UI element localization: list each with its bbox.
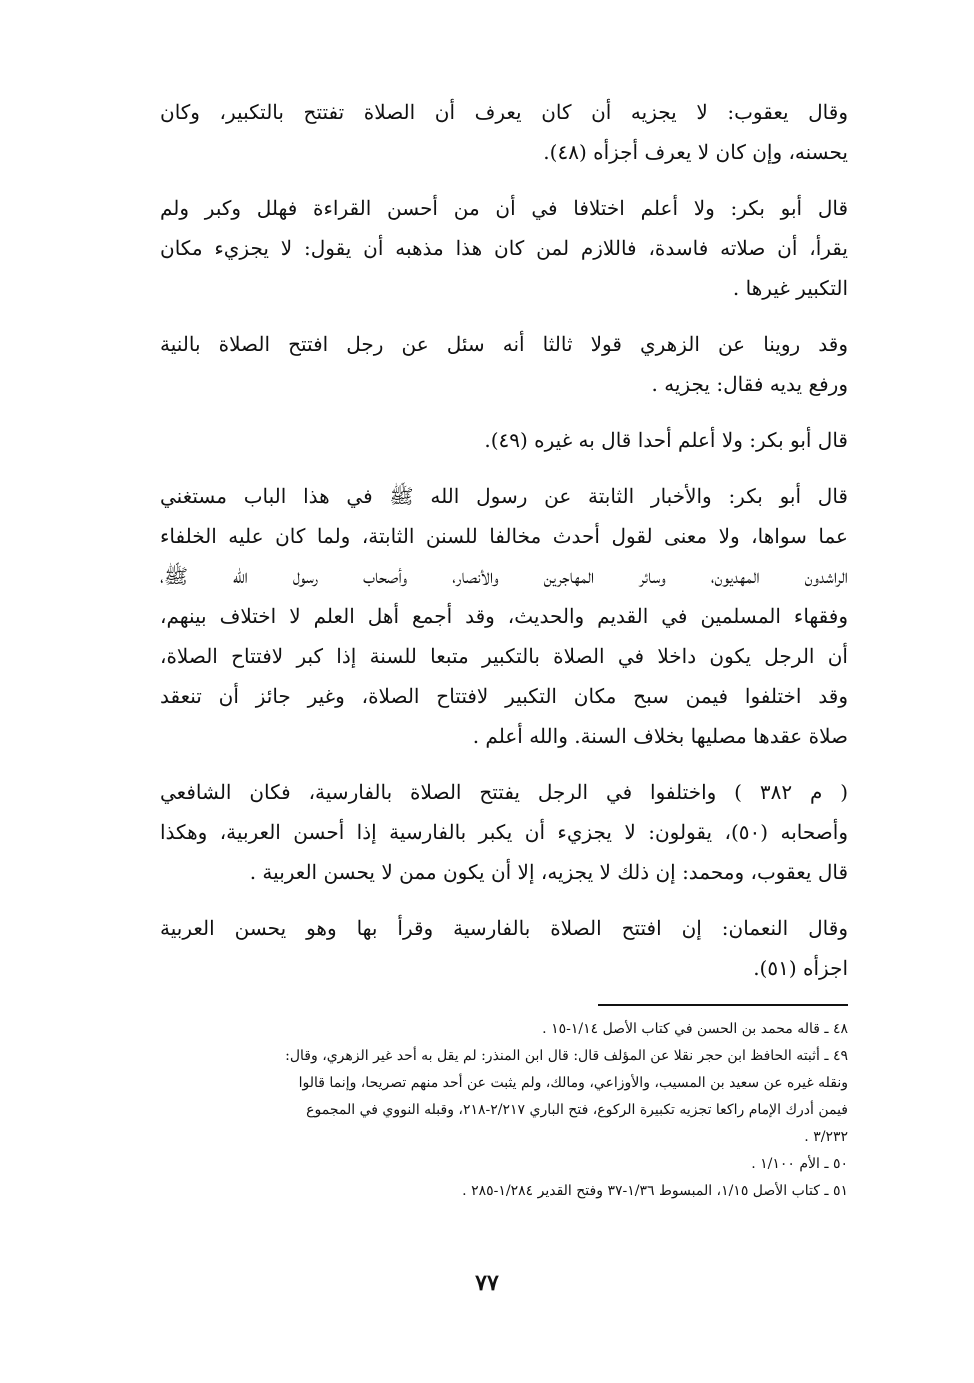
text-line: يحسنه، وإن كان لا يعرف أجزأه (٤٨). bbox=[543, 140, 848, 164]
text-line: أن الرجل يكون داخلا في الصلاة بالتكبير متبعا للسنة إذا كبر لافتتاح الصلاة، bbox=[160, 644, 848, 668]
text-line: عما سواها، ولا معنى لقول أحدث مخالفا للسنن الثابتة، ولما كان عليه الخلفاء bbox=[160, 524, 848, 548]
text-line: قال أبو بكر: ولا أعلم أحدا قال به غيره (٤٩). bbox=[484, 428, 848, 452]
footnote-line: ٤٩ ـ أثبته الحافظ ابن حجر نقلا عن المؤلف قال: قال ابن المنذر: لم يقل به أحد غير الزهري، وقال: bbox=[285, 1048, 848, 1064]
text-line: وقد روينا عن الزهري قولا ثالثا أنه سئل عن رجل افتتح الصلاة بالنية bbox=[160, 332, 848, 356]
paragraph-6 bbox=[160, 772, 848, 892]
paragraph-2 bbox=[160, 188, 848, 308]
footnotes bbox=[160, 1016, 848, 1205]
text-line: اجزأه (٥١). bbox=[753, 956, 848, 980]
footnote-line: ونقله غيره عن سعيد بن المسيب، والأوزاعي، ومالك، ولم يثبت عن أحد منهم تصريحا، وإنما قالوا bbox=[298, 1075, 848, 1091]
footnote-line: ٥١ ـ كتاب الأصل ١/١٥، المبسوط ١/٣٦-٣٧ وفتح القدير ١/٢٨٤-٢٨٥ . bbox=[462, 1183, 848, 1199]
text-line: وقال النعمان: إن افتتح الصلاة بالفارسية وقرأ بها وهو يحسن العربية bbox=[160, 916, 848, 940]
text-line: وقال يعقوب: لا يجزيه أن كان يعرف أن الصلاة تفتتح بالتكبير، وكان bbox=[160, 100, 848, 124]
text-line: قال أبو بكر: ولا أعلم اختلافا في أن من أحسن القراءة فهلل وكبر ولم bbox=[160, 196, 848, 220]
text-line: ورفع يديه فقال: يجزيه . bbox=[651, 372, 848, 396]
page-number: ٧٧ bbox=[475, 1270, 499, 1296]
footnote-separator bbox=[598, 1004, 848, 1006]
text-line: صلاة عقدها مصليها بخلاف السنة. والله أعلم . bbox=[472, 724, 848, 748]
footnote-line: ٣/٢٣٢ . bbox=[804, 1129, 848, 1145]
footnote-line: فيمن أدرك الإمام راكعا تجزيه تكبيرة الركوع، فتح الباري ٢/٢١٧-٢١٨، وقبله النووي في المجموع bbox=[306, 1102, 848, 1118]
text-line: وفقهاء المسلمين في القديم والحديث، وقد أجمع أهل العلم لا اختلاف بينهم، bbox=[160, 604, 848, 628]
footnote-line: ٤٨ ـ قاله محمد بن الحسن في كتاب الأصل ١/١٤-١٥ . bbox=[542, 1021, 848, 1037]
text-line: وقد اختلفوا فيمن سبح مكان التكبير لافتتاح الصلاة، وغير جائز أن تنعقد bbox=[160, 684, 848, 708]
paragraph-3 bbox=[160, 324, 848, 404]
footnote-48 bbox=[160, 1016, 848, 1043]
text-line: يقرأ، أن صلاته فاسدة، فاللازم لمن كان هذا مذهبه أن يقول: لا يجزيء مكان bbox=[160, 236, 848, 260]
main-text bbox=[160, 92, 848, 1004]
text-line: الراشدون المهديون، وسائر المهاجرين والأنصار، وأصحاب رسول الله ﷺ، bbox=[160, 564, 848, 588]
paragraph-1 bbox=[160, 92, 848, 172]
text-line: التكبير غيرها . bbox=[732, 276, 848, 300]
footnote-line: ٥٠ ـ الأم ١/١٠٠ . bbox=[751, 1156, 848, 1172]
paragraph-4 bbox=[160, 420, 848, 460]
text-line: قال أبو بكر: والأخبار الثابتة عن رسول الله ﷺ في هذا الباب مستغني bbox=[160, 484, 848, 508]
footnote-50 bbox=[160, 1151, 848, 1178]
paragraph-7 bbox=[160, 908, 848, 988]
text-line: ( م ٣٨٢ ) واختلفوا في الرجل يفتتح الصلاة بالفارسية، فكان الشافعي bbox=[160, 780, 849, 804]
text-line: وأصحابه (٥٠)، يقولون: لا يجزيء أن يكبر بالفارسية إذا أحسن العربية، وهكذا bbox=[160, 820, 848, 844]
paragraph-5 bbox=[160, 476, 848, 756]
footnote-49 bbox=[160, 1043, 848, 1151]
text-line: قال يعقوب، ومحمد: إن ذلك لا يجزيه، إلا أن يكون ممن لا يحسن العربية . bbox=[249, 860, 848, 884]
footnote-51 bbox=[160, 1178, 848, 1205]
